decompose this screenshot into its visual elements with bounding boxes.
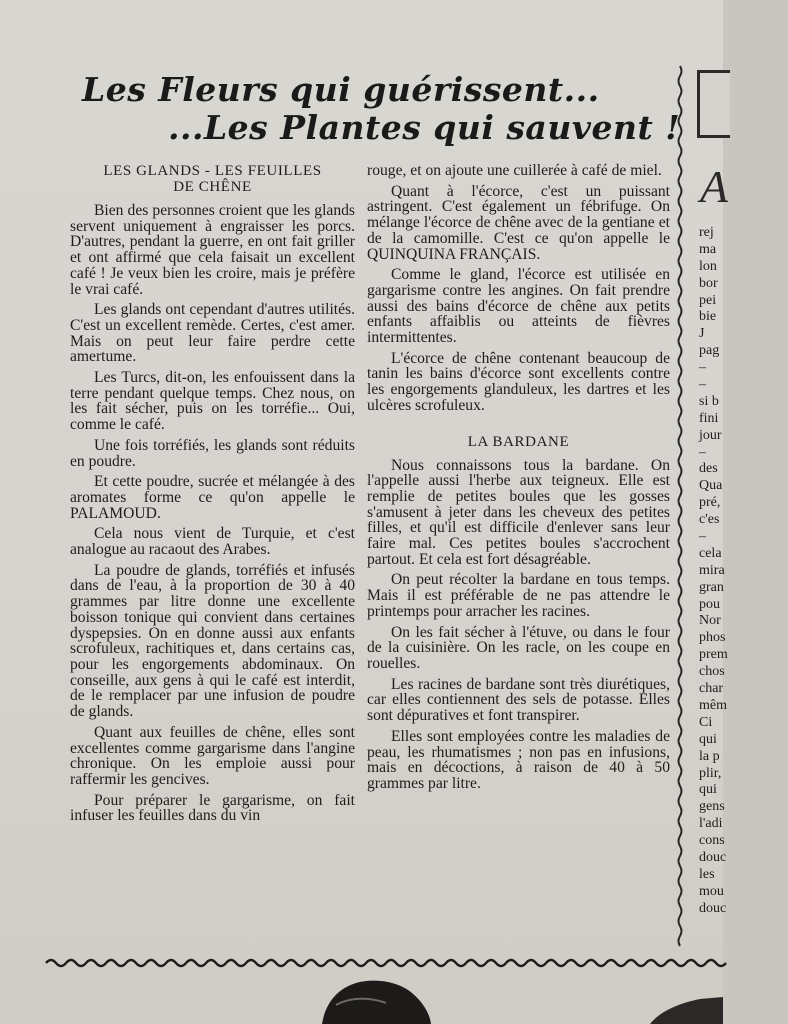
paragraph: La poudre de glands, torréfiés et infusés dans de l'eau, à la proportion de 30 à 40 grammes par litre donne une excellente boisson tonique qui convient dans certaines dyspepsies. On en donne aussi aux enfants scrofuleux, rachitiques et, dans certains cas, pour les engorgements abdominaux. On conseille, aux gens à qui le café est interdit, de le remplacer par une infusion de poudre de glands. (70, 561, 355, 721)
column-3-fragment: douc (699, 849, 727, 865)
paragraph: Et cette poudre, sucrée et mélangée à des aromates forme ce qu'on appelle le PALAMOUD. (70, 473, 355, 522)
paragraph: On peut récolter la bardane en tous temps. Mais il est préférable de ne pas attendre le printemps pour arracher les racines. (367, 571, 670, 620)
column-3-fragment: – (699, 529, 706, 545)
column-3-fragment: lon (699, 258, 717, 274)
column-3-fragment: phos (699, 630, 726, 646)
column-3-fragment: l'adi (699, 816, 723, 832)
column-3-fragment: bor (699, 275, 718, 291)
column-2 (367, 163, 670, 797)
column-3-fragment: prem (699, 647, 728, 663)
column-3-fragment: c'es (699, 512, 720, 528)
column-3-fragment: les (699, 866, 715, 882)
column-3-fragment: – (699, 377, 706, 393)
paragraph: On les fait sécher à l'étuve, ou dans le four de la cuisinière. On les racle, on les coupe en rouelles. (367, 623, 670, 672)
column-3-fragment: pou (699, 596, 720, 612)
column-3-fragment: jour (699, 427, 722, 443)
paragraph: Elles sont employées contre les maladies de peau, les rhumatismes ; non pas en infusions, mais en décoctions, à raison de 40 à 50 grammes par litre. (367, 727, 670, 792)
column-3-fragment: mou (699, 883, 724, 899)
column-3-fragment: rej (699, 225, 714, 240)
paragraph: Cela nous vient de Turquie, et c'est analogue au racaout des Arabes. (70, 525, 355, 559)
paragraph: Quant aux feuilles de chêne, elles sont excellentes comme gargarisme dans l'angine chronique. On les emploie aussi pour raffermir les gencives. (70, 723, 355, 788)
drop-cap-letter: A (700, 161, 729, 212)
column-3-fragment: des (699, 461, 718, 477)
column-3-fragment: Nor (699, 613, 721, 629)
partial-frame-box (697, 70, 730, 138)
paragraph: Une fois torréfiés, les glands sont réduits en poudre. (70, 436, 355, 470)
continuation-paragraph: rouge, et on ajoute une cuillerée à café de miel. (367, 162, 662, 179)
column-3-fragment: cela (699, 545, 722, 561)
column-3-fragment: pei (699, 292, 717, 308)
column-3-fragment: fini (699, 410, 719, 426)
horizontal-wavy-rule (46, 954, 723, 972)
section-heading-glands (70, 163, 355, 195)
heading-line-1: LES GLANDS - LES FEUILLES (103, 163, 322, 179)
paragraph: Pour préparer le gargarisme, on fait infuser les feuilles dans du vin (70, 791, 355, 825)
paragraph: Les racines de bardane sont très diurétiques, car elles contiennent des sels de potasse. Elles sont dépuratives et font transpirer. (367, 675, 670, 725)
column-3-fragment: pré, (699, 495, 721, 511)
column-1 (70, 163, 355, 829)
paragraph: Les Turcs, dit-on, les enfouissent dans la terre pendant quelque temps. Chez nous, on les fait sécher, puis on les torréfie... Oui, comme le café. (70, 369, 355, 434)
title-line-2: ...Les Plantes qui sauvent ! (168, 108, 681, 147)
column-3-fragment: pag (699, 343, 720, 359)
column-3-fragment: Qua (699, 478, 723, 494)
column-3-fragment: J (699, 326, 705, 342)
bottom-illustration (0, 975, 723, 1024)
column-3-fragment: – (699, 444, 706, 460)
column-3-fragment: bie (699, 309, 717, 325)
paragraph: Comme le gland, l'écorce est utilisée en gargarisme contre les angines. On fait prendre aussi des bains d'écorce de chêne aux petits enfants affaiblis ou atteints de fièvres intermittentes. (367, 266, 670, 347)
column-3-fragment: ma (699, 241, 717, 257)
column-3-fragment: gran (699, 579, 724, 595)
section-heading-bardane: LA BARDANE (467, 433, 570, 450)
figure-silhouette-icon (650, 997, 723, 1024)
paragraph: L'écorce de chêne contenant beaucoup de tanin les bains d'écorce sont excellents contre les engorgements glanduleux, les dartres et les ulcères scrofuleux. (367, 349, 670, 414)
column-3-fragment: mêm (699, 697, 727, 713)
hair-silhouette-icon (322, 981, 431, 1024)
column-3-fragment: douc (699, 900, 727, 916)
paragraph: Quant à l'écorce, c'est un puissant astringent. C'est également un fébrifuge. On mélange l'écorce de chêne avec de la gentiane et de la camomille. C'est ce qu'on appelle le QUINQUINA FRANÇAIS. (367, 182, 670, 263)
column-3-fragment: cons (699, 833, 725, 849)
heading-line-2: DE CHÊNE (173, 179, 252, 195)
column-3-fragment: si b (699, 393, 719, 409)
paragraph: Bien des personnes croient que les glands servent uniquement à engraisser les porcs. D'autres, pendant la guerre, en ont fait griller et ont affirmé que cela faisait un excellent café ! Je veux bien les croire, mais je préfère le vrai café. (70, 202, 355, 298)
column-3-fragment: – (699, 360, 706, 376)
column-3-fragment: mira (699, 562, 725, 578)
column-3-fragments (699, 225, 729, 918)
column-3-fragment: la p (699, 748, 720, 764)
column-3-fragment: qui (699, 782, 717, 798)
paragraph: Nous connaissons tous la bardane. On l'appelle aussi l'herbe aux teigneux. Elle est remplie de petites boules que les gosses s'amusent à jeter dans les cheveux des petites filles, et qu'il est difficile d'enlever sans leur faire mal. Ces petites boules s'accrochent partout. Et cela est fort désagréable. (367, 456, 670, 568)
paragraph: Les glands ont cependant d'autres utilités. C'est un excellent remède. Certes, c'est amer. Mais on peut leur faire perdre cette amertume. (70, 301, 355, 366)
title-line-1: Les Fleurs qui guérissent... (82, 70, 600, 109)
vertical-wavy-rule (676, 66, 684, 946)
column-3-fragment: qui (699, 731, 717, 747)
column-3-fragment: gens (699, 799, 725, 815)
column-3-fragment: plir, (699, 765, 722, 781)
column-3-fragment: chos (699, 664, 725, 680)
column-3-fragment: char (699, 681, 724, 697)
column-3-fragment: Ci (699, 714, 713, 730)
